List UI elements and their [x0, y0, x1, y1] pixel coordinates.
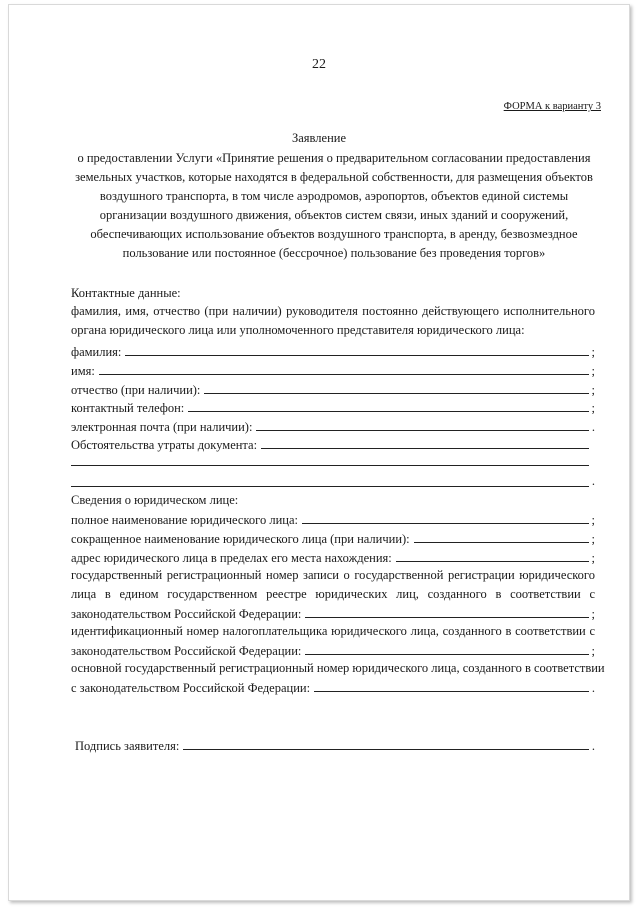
inn-field[interactable]: [305, 640, 589, 655]
blank-end-period: .: [591, 474, 595, 488]
email-row: [71, 416, 595, 436]
address-end: ;: [591, 551, 595, 565]
email-end: .: [591, 420, 595, 434]
full-name-label: полное наименование юридического лица:: [71, 513, 298, 527]
address-field[interactable]: [396, 547, 589, 562]
subject-line: о предоставлении Услуги «Принятие решения о предварительном согласовании предоставления: [77, 151, 591, 165]
ogrn-field[interactable]: [314, 677, 589, 692]
surname-label: фамилия:: [71, 345, 122, 359]
full-name-row: [71, 509, 595, 529]
loss-circumstances-label: Обстоятельства утраты документа:: [71, 438, 258, 452]
name-row: [71, 360, 595, 380]
address-label: адрес юридического лица в пределах его места нахождения:: [71, 551, 392, 565]
short-name-end: ;: [591, 532, 595, 546]
short-name-label: сокращенное наименование юридического лица (при наличии):: [71, 532, 410, 546]
phone-row: [71, 397, 595, 417]
legal-entity-heading: Сведения о юридическом лице:: [71, 493, 239, 507]
phone-field[interactable]: [188, 397, 589, 412]
name-field[interactable]: [99, 360, 589, 375]
surname-field[interactable]: [125, 341, 589, 356]
patronymic-field[interactable]: [204, 379, 589, 394]
document-title: Заявление: [291, 131, 346, 145]
short-name-row: [71, 528, 595, 548]
email-field[interactable]: [256, 416, 589, 431]
page-number: 22: [312, 57, 326, 72]
name-end: ;: [591, 364, 595, 378]
document-subject: [67, 149, 601, 263]
reg-text-line-1: государственный регистрационный номер записи о государственной регистрации юридического: [71, 568, 595, 582]
signature-field[interactable]: [183, 735, 589, 750]
inn-label: законодательством Российской Федерации:: [71, 644, 302, 658]
subject-line: обеспечивающих использование объектов воздушного транспорта, в аренду, безвозмездное: [90, 227, 578, 241]
inn-end: ;: [591, 644, 595, 658]
contacts-intro-line-2: органа юридического лица или уполномоченного представителя юридического лица:: [71, 323, 525, 337]
contacts-intro-line-1: фамилия, имя, отчество (при наличии) руководителя постоянно действующего исполнительного: [71, 304, 595, 318]
reg-number-label: законодательством Российской Федерации:: [71, 607, 302, 621]
short-name-field[interactable]: [414, 528, 589, 543]
document-page: [8, 4, 630, 901]
address-row: [71, 547, 595, 567]
blank-line: [71, 464, 589, 466]
loss-circumstances-blank-2[interactable]: [71, 467, 595, 487]
reg-number-field[interactable]: [305, 603, 589, 618]
subject-line: земельных участков, которые находятся в федеральной собственности, для размещения объектов: [75, 170, 593, 184]
surname-end: ;: [591, 345, 595, 359]
ogrn-end: .: [591, 681, 595, 695]
ogrn-label: с законодательством Российской Федерации:: [71, 681, 311, 695]
reg-number-end: ;: [591, 607, 595, 621]
full-name-field[interactable]: [302, 509, 589, 524]
email-label: электронная почта (при наличии):: [71, 420, 253, 434]
name-label: имя:: [71, 364, 95, 378]
patronymic-label: отчество (при наличии):: [71, 383, 201, 397]
contacts-heading: Контактные данные:: [71, 286, 181, 300]
signature-row: [75, 735, 595, 755]
loss-circumstances-blank-1[interactable]: [71, 446, 595, 466]
surname-row: [71, 341, 595, 361]
ogrn-row: [71, 677, 595, 697]
signature-end: .: [591, 739, 595, 753]
patronymic-row: [71, 379, 595, 399]
patronymic-end: ;: [591, 383, 595, 397]
reg-number-row: [71, 603, 595, 623]
form-label: ФОРМА к варианту 3: [503, 101, 601, 112]
subject-line: организации воздушного движения, объектов систем связи, иных зданий и сооружений,: [99, 208, 569, 222]
blank-line: [71, 485, 589, 487]
subject-line: воздушного транспорта, в том числе аэродромов, аэропортов, объектов единой системы: [99, 189, 569, 203]
inn-row: [71, 640, 595, 660]
phone-end: ;: [591, 401, 595, 415]
ogrn-text-line-1: основной государственный регистрационный номер юридического лица, созданного в соответствии: [71, 661, 605, 675]
full-name-end: ;: [591, 513, 595, 527]
phone-label: контактный телефон:: [71, 401, 185, 415]
inn-text-line-1: идентификационный номер налогоплательщика юридического лица, созданного в соответствии с: [71, 624, 595, 638]
reg-text-line-2: лица в едином государственном реестре юридических лиц, созданного в соответствии с: [71, 587, 595, 601]
subject-line: пользование или постоянное (бессрочное) пользование без проведения торгов»: [122, 246, 546, 260]
signature-label: Подпись заявителя:: [75, 739, 180, 753]
